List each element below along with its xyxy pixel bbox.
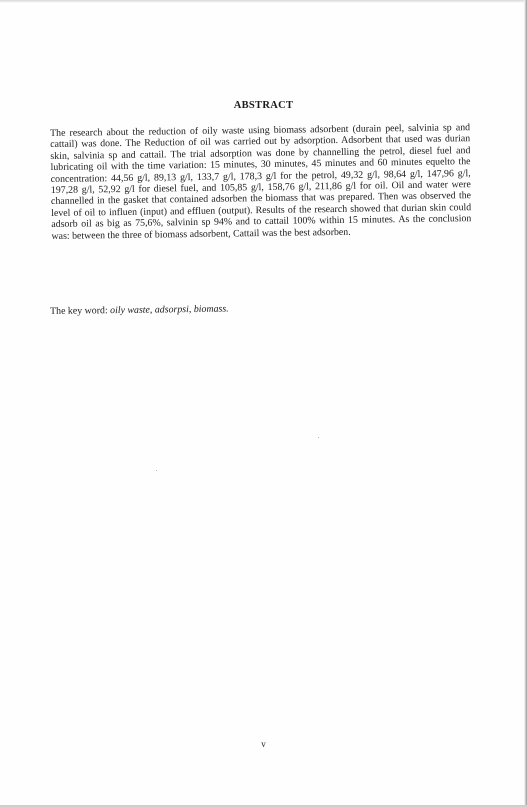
- keywords-line: [50, 300, 470, 317]
- page-number: v: [261, 739, 266, 749]
- keywords-list: oily waste, adsorpsi, biomass.: [110, 303, 229, 317]
- abstract-title: ABSTRACT: [233, 100, 294, 111]
- abstract-body: The research about the reduction of oily waste using biomass adsorbent (durain peel, salvinia sp and cattail) was done. The Reduction of oil was carried out by adsorption. Adsorbent that used was durian skin, salvinia sp and cattail. The trial adsorption was done by channelling the petrol, diesel fuel and lubricating oil with the time variation: 15 minutes, 30 minutes, 45 minutes and 60 minutes equelto the concentration: 44,56 g/l, 89,13 g/l, 133,7 g/l, 178,3 g/l for the petrol, 49,32 g/l, 98,64 g/l, 147,96 g/l, 197,28 g/l, 52,92 g/l for diesel fuel, and 105,85 g/l, 158,76 g/l, 211,86 g/l for oil. Oil and water were channelled in the gasket that contained adsorben the biomass that was prepared. Then was observed the level of oil to influen (input) and effluen (output). Results of the research showed that durian skin could adsorb oil as big as 75,6%, salvinin sp 94% and to cattail 100% within 15 minutes. As the conclusion was: between the three of biomass adsorbent, Cattail was the best adsorben.: [50, 122, 472, 242]
- scan-speck: [318, 437, 319, 438]
- scan-edge-top: [0, 0, 527, 3]
- scan-speck: [156, 470, 157, 471]
- keywords-label: The key word:: [50, 305, 108, 317]
